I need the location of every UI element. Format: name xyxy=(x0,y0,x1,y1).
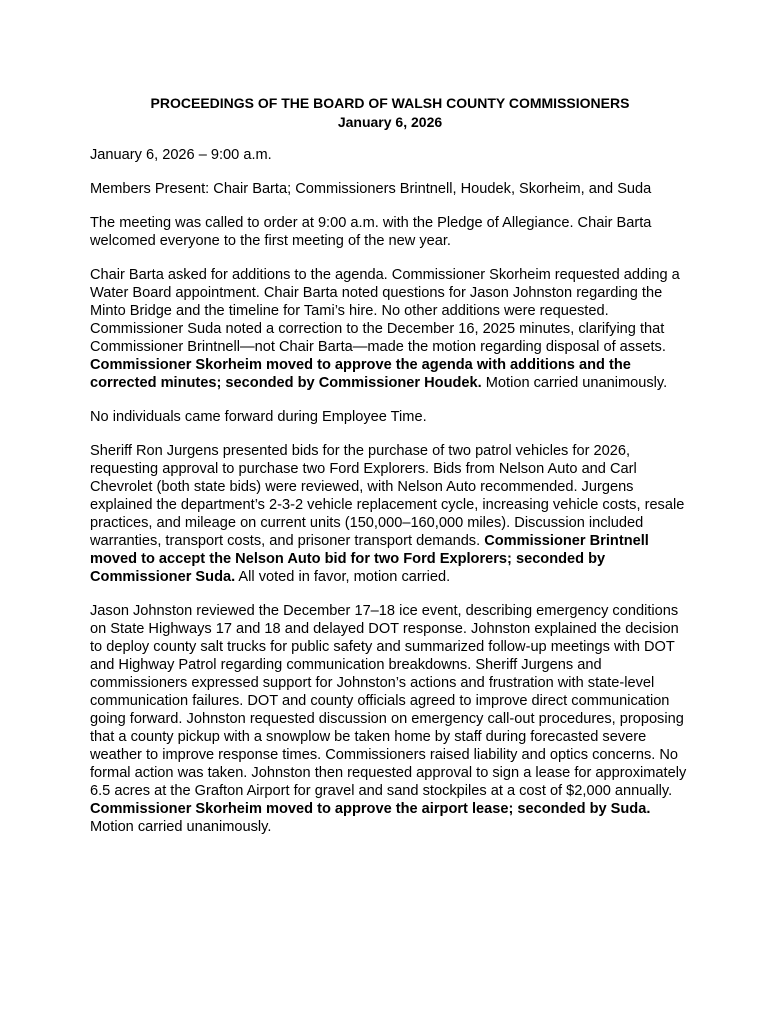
document-header xyxy=(90,94,690,132)
airport-lease-result: Motion carried unanimously. xyxy=(90,819,272,835)
meeting-time-paragraph: January 6, 2026 – 9:00 a.m. xyxy=(90,147,272,163)
patrol-vehicles-paragraph xyxy=(90,442,690,586)
airport-lease-motion: Commissioner Skorheim moved to approve the airport lease; seconded by Suda. xyxy=(90,801,651,817)
document-date: January 6, 2026 xyxy=(337,114,443,130)
agenda-paragraph xyxy=(90,266,690,392)
document-page xyxy=(90,94,690,852)
patrol-vehicles-text: Sheriff Ron Jurgens presented bids for the purchase of two patrol vehicles for 2026, requesting approval to purchase two Ford Explorers. Bids from Nelson Auto and Carl Chevrolet (both state bids) were reviewed, with Nelson Auto recommended. Jurgens explained the department’s 2-3-2 vehicle replacement cycle, increasing vehicle costs, resale practices, and mileage on current units (150,000–160,000 miles). Discussion included warranties, transport costs, and prisoner transport demands. xyxy=(90,443,685,549)
patrol-vehicles-result: All voted in favor, motion carried. xyxy=(235,569,451,585)
agenda-result: Motion carried unanimously. xyxy=(481,375,668,391)
ice-event-text: Jason Johnston reviewed the December 17–18 ice event, describing emergency conditions on State Highways 17 and 18 and delayed DOT response. Johnston explained the decision to deploy county salt trucks for public safety and summarized follow-up meetings with DOT and Highway Patrol regarding communication breakdowns. Sheriff Jurgens and commissioners expressed support for Johnston’s actions and frustration with state-level communication failures. DOT and county officials agreed to improve direct communication going forward. Johnston requested discussion on emergency call-out procedures, proposing that a county pickup with a snowplow be taken home by staff during forecasted severe weather to improve response times. Commissioners raised liability and optics concerns. No formal action was taken. Johnston then requested approval to sign a lease for approximately 6.5 acres at the Grafton Airport for gravel and sand stockpiles at a cost of $2,000 annually. xyxy=(90,603,687,799)
document-title: PROCEEDINGS OF THE BOARD OF WALSH COUNTY COMMISSIONERS xyxy=(150,95,630,111)
agenda-motion: Commissioner Skorheim moved to approve the agenda with additions and the corrected minutes; seconded by Commissioner Houdek. xyxy=(90,357,631,391)
call-to-order-paragraph: The meeting was called to order at 9:00 a.m. with the Pledge of Allegiance. Chair Barta welcomed everyone to the first meeting of the new year. xyxy=(90,215,652,249)
ice-event-paragraph xyxy=(90,602,690,836)
members-present-paragraph: Members Present: Chair Barta; Commissioners Brintnell, Houdek, Skorheim, and Suda xyxy=(90,181,652,197)
agenda-text: Chair Barta asked for additions to the agenda. Commissioner Skorheim requested adding a Water Board appointment. Chair Barta noted questions for Jason Johnston regarding the Minto Bridge and the timeline for Tami’s hire. No other additions were requested. Commissioner Suda noted a correction to the December 16, 2025 minutes, clarifying that Commissioner Brintnell—not Chair Barta—made the motion regarding disposal of assets. xyxy=(90,267,680,355)
patrol-vehicles-motion: Commissioner Brintnell moved to accept the Nelson Auto bid for two Ford Explorers; seconded by Commissioner Suda. xyxy=(90,533,649,585)
employee-time-paragraph: No individuals came forward during Employee Time. xyxy=(90,409,427,425)
